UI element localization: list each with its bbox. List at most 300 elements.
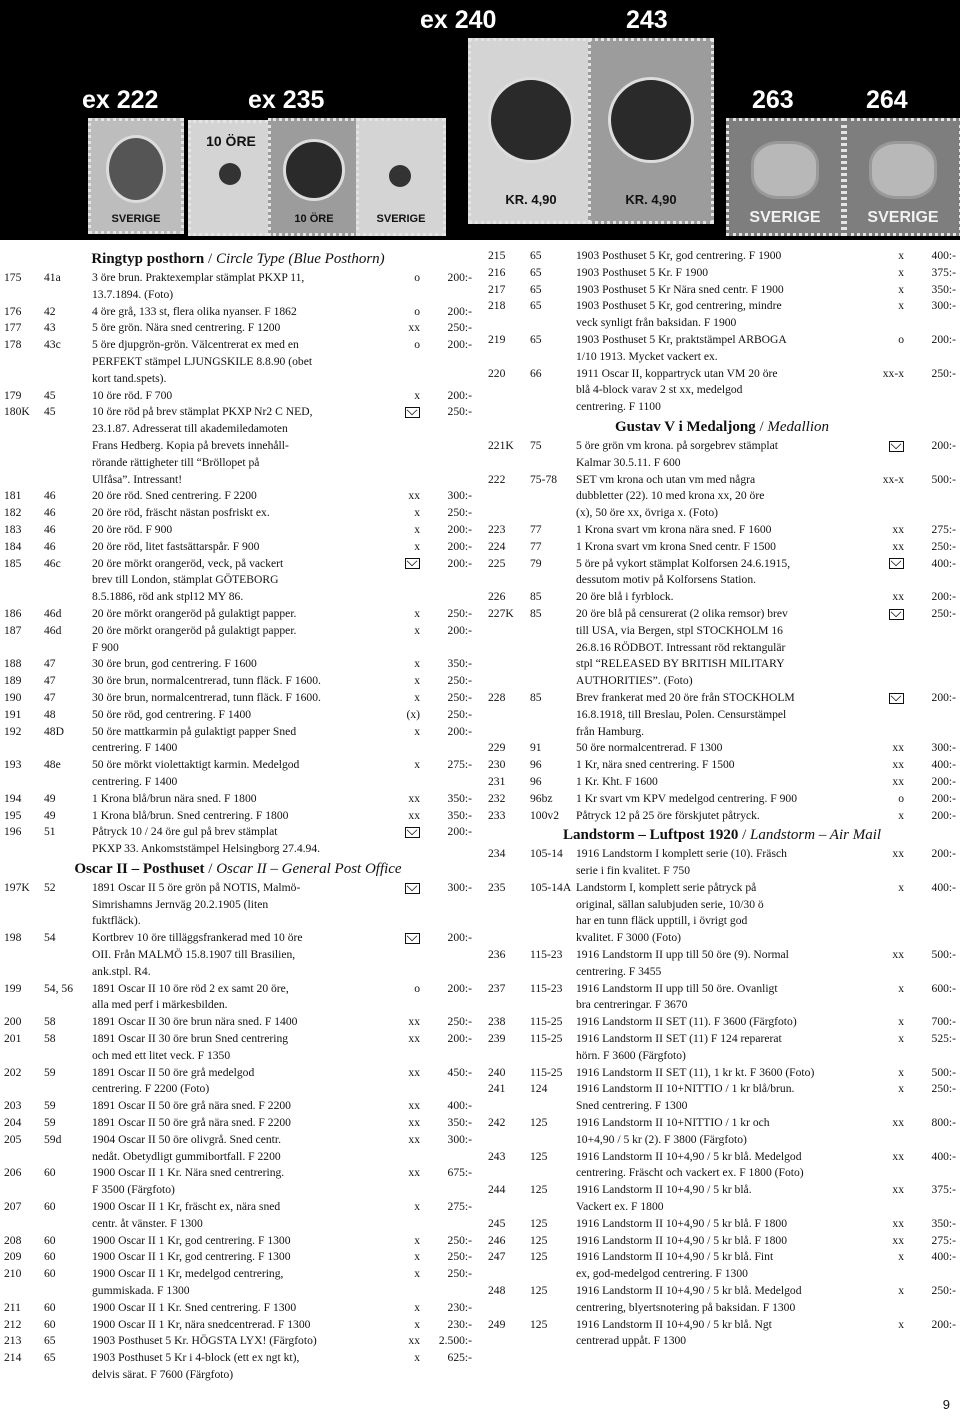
condition-mark: x xyxy=(898,1284,904,1298)
price: 400:- xyxy=(447,1099,472,1113)
facit-number: 105-14A xyxy=(530,880,572,894)
price: 350:- xyxy=(447,791,472,805)
lot-row xyxy=(488,472,956,522)
description-line: 1916 Landstorm II 10+4,90 / 5 kr blå. Medelgod xyxy=(576,1284,802,1298)
lot-number: 230 xyxy=(488,758,506,772)
cover-envelope-icon xyxy=(405,556,420,573)
lot-number: 249 xyxy=(488,1317,506,1331)
price: 250:- xyxy=(447,1233,472,1247)
facit-number: 96 xyxy=(530,758,542,772)
lot-row xyxy=(4,1266,472,1300)
condition-mark: xx xyxy=(408,791,420,805)
facit-number: 45 xyxy=(44,405,56,419)
description-line: stpl “RELEASED BY BRITISH MILITARY xyxy=(576,657,785,671)
condition-mark: o xyxy=(898,791,904,805)
lot-description xyxy=(92,673,380,690)
left-lot-column xyxy=(4,248,472,1384)
description-line: 5 öre grön. Nära sned centrering. F 1200 xyxy=(92,321,281,335)
lot-description xyxy=(576,1249,864,1283)
price: 500:- xyxy=(931,472,956,486)
price: 300:- xyxy=(447,489,472,503)
facit-number: 58 xyxy=(44,1032,56,1046)
lot-description xyxy=(576,1115,864,1149)
price: 250:- xyxy=(447,1267,472,1281)
price: 200:- xyxy=(931,690,956,704)
facit-number: 96bz xyxy=(530,791,553,805)
section-title: Landstorm – Luftpost 1920 xyxy=(562,827,739,844)
description-line: från Hamburg. xyxy=(576,724,645,738)
lot-row xyxy=(488,298,956,332)
lot-description xyxy=(92,556,380,606)
lot-row xyxy=(4,724,472,758)
lot-row xyxy=(4,1115,472,1132)
description-line: alla med perf i märkesbilden. xyxy=(92,998,228,1012)
description-line: centrerad uppåt. F 1300 xyxy=(576,1334,687,1348)
description-line: 1900 Oscar II 1 Kr, fräscht ex, nära sned xyxy=(92,1200,281,1214)
condition-mark: xx xyxy=(892,1116,904,1130)
lot-description xyxy=(92,808,380,825)
section-title-english: Medallion xyxy=(767,418,830,435)
facit-number: 58 xyxy=(44,1015,56,1029)
lot-number: 209 xyxy=(4,1250,22,1264)
lot-number: 226 xyxy=(488,590,506,604)
description-line: 1900 Oscar II 1 Kr, nära snedcentrerad. F 1300 xyxy=(92,1317,311,1331)
lot-description xyxy=(92,1031,380,1065)
description-line: 1 Krona blå/brun. Sned centrering. F 1800 xyxy=(92,808,289,822)
lot-number: 205 xyxy=(4,1132,22,1146)
condition-mark: x xyxy=(414,657,420,671)
price: 200:- xyxy=(447,539,472,553)
description-line: blå 4-block varav 2 st xx, medelgod xyxy=(576,383,743,397)
lot-number: 240 xyxy=(488,1065,506,1079)
description-line: centrering. F 3455 xyxy=(576,964,662,978)
lot-row xyxy=(4,880,472,930)
condition-mark: x xyxy=(414,1317,420,1331)
lot-description xyxy=(92,1317,380,1334)
lot-description xyxy=(576,981,864,1015)
condition-mark: x xyxy=(898,1250,904,1264)
facit-number: 79 xyxy=(530,556,542,570)
price: 250:- xyxy=(931,606,956,620)
price: 200:- xyxy=(931,847,956,861)
lot-number: 179 xyxy=(4,388,22,402)
price: 200:- xyxy=(931,808,956,822)
price: 800:- xyxy=(931,1116,956,1130)
facit-number: 43c xyxy=(44,338,61,352)
lot-row xyxy=(488,1233,956,1250)
lot-description xyxy=(92,337,380,387)
description-line: 1891 Oscar II 50 öre grå nära sned. F 2200 xyxy=(92,1099,291,1113)
condition-mark: x xyxy=(414,1233,420,1247)
condition-mark: xx xyxy=(408,321,420,335)
stamp-photo-banner xyxy=(0,0,960,240)
condition-mark: x xyxy=(898,1015,904,1029)
description-line: AUTHORITIES”. (Foto) xyxy=(576,674,693,688)
description-line: 1911 Oscar II, koppartryck utan VM 20 öre xyxy=(576,366,778,380)
condition-mark: x xyxy=(414,1250,420,1264)
price: 230:- xyxy=(447,1300,472,1314)
description-line: 1891 Oscar II 50 öre grå medelgod xyxy=(92,1065,255,1079)
facit-number: 65 xyxy=(530,265,542,279)
price: 250:- xyxy=(447,506,472,520)
lot-row xyxy=(488,556,956,590)
lot-row xyxy=(4,981,472,1015)
facit-number: 49 xyxy=(44,791,56,805)
description-line: 1916 Landstorm II 10+4,90 / 5 kr blå. Fint xyxy=(576,1250,774,1264)
lot-number: 239 xyxy=(488,1032,506,1046)
lot-row xyxy=(4,656,472,673)
price: 275:- xyxy=(447,1200,472,1214)
lot-row xyxy=(488,981,956,1015)
facit-number: 77 xyxy=(530,539,542,553)
description-line: och med ett litet veck. F 1350 xyxy=(92,1048,231,1062)
price: 400:- xyxy=(931,1149,956,1163)
lot-row xyxy=(4,304,472,321)
facit-number: 60 xyxy=(44,1300,56,1314)
lot-row xyxy=(488,438,956,472)
facit-number: 100v2 xyxy=(530,808,559,822)
facit-number: 65 xyxy=(44,1351,56,1365)
description-line: kort tand.spets). xyxy=(92,371,167,385)
price: 300:- xyxy=(931,741,956,755)
price: 200:- xyxy=(931,1317,956,1331)
description-line: 50 öre röd, god centrering. F 1400 xyxy=(92,707,252,721)
lot-number: 213 xyxy=(4,1334,22,1348)
condition-mark: xx xyxy=(892,1216,904,1230)
description-line: 20 öre röd, fräscht nästan posfriskt ex. xyxy=(92,506,270,520)
price: 200:- xyxy=(447,981,472,995)
lot-row xyxy=(4,505,472,522)
lot-row xyxy=(488,1031,956,1065)
description-line: F 3500 (Färgfoto) xyxy=(92,1183,175,1197)
section-heading: Ringtyp posthorn / Circle Type (Blue Posthorn) xyxy=(91,251,385,267)
condition-mark: x xyxy=(898,1032,904,1046)
lot-description xyxy=(92,1132,380,1166)
price: 200:- xyxy=(447,304,472,318)
facit-number: 75 xyxy=(530,438,542,452)
price: 250:- xyxy=(447,1250,472,1264)
price: 400:- xyxy=(931,758,956,772)
description-line: 1900 Oscar II 1 Kr. Nära sned centrering. xyxy=(92,1166,285,1180)
description-line: centrering. F 1400 xyxy=(92,741,178,755)
facit-number: 46 xyxy=(44,489,56,503)
lot-row xyxy=(4,388,472,405)
facit-number: 51 xyxy=(44,825,56,839)
description-line: Vackert ex. F 1800 xyxy=(576,1200,664,1214)
lot-number: 223 xyxy=(488,522,506,536)
description-line: 5 öre djupgrön-grön. Välcentrerat ex med en xyxy=(92,338,299,352)
description-line: 30 öre brun, normalcentrerad, tunn fläck. F 1600. xyxy=(92,674,321,688)
condition-mark: xx xyxy=(408,1334,420,1348)
description-line: till USA, via Bergen, stpl STOCKHOLM 16 xyxy=(576,623,783,637)
price: 200:- xyxy=(931,791,956,805)
facit-number: 85 xyxy=(530,590,542,604)
condition-mark: xx xyxy=(408,1065,420,1079)
lot-number: 216 xyxy=(488,265,506,279)
condition-mark: x xyxy=(898,1082,904,1096)
price: 250:- xyxy=(931,366,956,380)
lot-description xyxy=(92,981,380,1015)
section-heading: Landstorm – Luftpost 1920 / Landstorm – Air Mail xyxy=(562,827,882,844)
lot-row xyxy=(488,740,956,757)
description-line: 10+4,90 / 5 kr (2). F 3800 (Färgfoto) xyxy=(576,1132,747,1146)
lot-number: 193 xyxy=(4,758,22,772)
facit-number: 115-23 xyxy=(530,948,563,962)
lot-description xyxy=(92,1115,380,1132)
lot-number: 181 xyxy=(4,489,22,503)
description-line: 13.7.1894. (Foto) xyxy=(92,287,174,301)
price: 500:- xyxy=(931,948,956,962)
price: 200:- xyxy=(931,590,956,604)
section-title-english: Circle Type (Blue Posthorn) xyxy=(215,251,385,267)
lot-row xyxy=(4,930,472,980)
lot-description xyxy=(92,930,380,980)
lot-row xyxy=(4,337,472,387)
lot-description xyxy=(92,320,380,337)
lot-number: 212 xyxy=(4,1317,22,1331)
facit-number: 41a xyxy=(44,271,61,284)
price: 400:- xyxy=(931,249,956,262)
lot-description xyxy=(92,1098,380,1115)
lot-number: 199 xyxy=(4,981,22,995)
lot-number: 192 xyxy=(4,724,22,738)
condition-mark: x xyxy=(898,981,904,995)
description-line: dessutom motiv på Kolforsens Station. xyxy=(576,573,757,587)
description-line: 1916 Landstorm II SET (11) F 124 reparerat xyxy=(576,1032,782,1046)
lot-description xyxy=(576,1081,864,1115)
lot-row xyxy=(488,1216,956,1233)
price: 275:- xyxy=(447,758,472,772)
lot-row xyxy=(488,846,956,880)
description-line: 1903 Posthuset 5 Kr, god centrering, mindre xyxy=(576,299,782,313)
lot-row xyxy=(488,1317,956,1351)
lot-description xyxy=(92,1333,380,1350)
price: 250:- xyxy=(931,539,956,553)
price: 230:- xyxy=(447,1317,472,1331)
price: 250:- xyxy=(447,405,472,419)
facit-number: 65 xyxy=(530,249,542,262)
lot-description xyxy=(576,1283,864,1317)
facit-number: 66 xyxy=(530,366,542,380)
lot-number: 235 xyxy=(488,880,506,894)
description-line: 1916 Landstorm II 10+4,90 / 5 kr blå. xyxy=(576,1183,752,1197)
cover-envelope-icon xyxy=(405,824,420,841)
lot-number: 238 xyxy=(488,1015,506,1029)
price: 700:- xyxy=(931,1015,956,1029)
lot-description xyxy=(576,332,864,366)
price: 675:- xyxy=(447,1166,472,1180)
lot-number: 234 xyxy=(488,847,506,861)
lot-description xyxy=(92,1300,380,1317)
condition-mark: xx xyxy=(408,1166,420,1180)
facit-number: 46 xyxy=(44,522,56,536)
description-line: 20 öre röd, litet fastsättarspår. F 900 xyxy=(92,539,260,553)
condition-mark: xx xyxy=(892,1149,904,1163)
price: 2.500:- xyxy=(438,1334,472,1348)
lot-row xyxy=(488,791,956,808)
condition-mark: xx xyxy=(408,1132,420,1146)
lot-number: 178 xyxy=(4,338,22,352)
lot-row xyxy=(4,673,472,690)
lot-number: 232 xyxy=(488,791,506,805)
condition-mark: xx-x xyxy=(882,366,904,380)
condition-mark: x xyxy=(414,724,420,738)
description-line: 1903 Posthuset 5 Kr. F 1900 xyxy=(576,265,709,279)
condition-mark: xx xyxy=(892,741,904,755)
facit-number: 48 xyxy=(44,707,56,721)
lot-description xyxy=(92,824,380,858)
lot-number: 245 xyxy=(488,1216,506,1230)
lot-description xyxy=(576,1317,864,1351)
description-line: Sned centrering. F 1300 xyxy=(576,1099,688,1113)
lot-description xyxy=(576,846,864,880)
lot-description xyxy=(576,438,864,472)
lot-description xyxy=(576,298,864,332)
lot-description xyxy=(92,488,380,505)
lot-row xyxy=(4,707,472,724)
description-line: 16.8.1918, till Breslau, Polen. Censurstämpel xyxy=(576,707,787,721)
description-line: 23.1.87. Adresserat till akademiledamoten xyxy=(92,422,288,436)
facit-number: 47 xyxy=(44,690,56,704)
condition-mark: x xyxy=(414,539,420,553)
lot-row xyxy=(488,880,956,947)
lot-row xyxy=(4,1098,472,1115)
description-line: centrering. Fräscht och vackert ex. F 1800 (Foto) xyxy=(576,1166,804,1180)
condition-mark: xx xyxy=(408,1032,420,1046)
price: 200:- xyxy=(447,724,472,738)
lot-row xyxy=(4,1031,472,1065)
facit-number: 125 xyxy=(530,1116,548,1130)
lot-number: 242 xyxy=(488,1116,506,1130)
lot-number: 214 xyxy=(4,1351,22,1365)
facit-number: 60 xyxy=(44,1317,56,1331)
lot-row xyxy=(4,808,472,825)
lot-description xyxy=(92,880,380,930)
lot-description xyxy=(576,606,864,690)
description-line: 1903 Posthuset 5 Kr. HÖGSTA LYX! (Färgfoto) xyxy=(92,1334,317,1348)
condition-mark: x xyxy=(414,388,420,402)
lot-description xyxy=(92,606,380,623)
facit-number: 125 xyxy=(530,1250,548,1264)
description-line: 1916 Landstorm II SET (11). F 3600 (Färgfoto) xyxy=(576,1015,797,1029)
lot-number: 206 xyxy=(4,1166,22,1180)
lot-description xyxy=(576,740,864,757)
condition-mark: x xyxy=(898,880,904,894)
condition-mark: x xyxy=(898,299,904,313)
price: 350:- xyxy=(447,1116,472,1130)
description-line: original, sällan salubjuden serie, 10/30 ö xyxy=(576,897,764,911)
lot-description xyxy=(92,1065,380,1099)
oscar-gustaf-portrait-stamp: SVERIGE xyxy=(88,118,184,234)
description-line: Frans Hedberg. Kopia på brevets innehåll- xyxy=(92,438,289,452)
facit-number: 54, 56 xyxy=(44,981,73,995)
lot-number: 229 xyxy=(488,741,506,755)
price: 200:- xyxy=(447,1032,472,1046)
description-line: 50 öre normalcentrerad. F 1300 xyxy=(576,741,723,755)
description-line: 4 öre grå, 133 st, flera olika nyanser. F 1862 xyxy=(92,304,297,318)
price: 200:- xyxy=(447,556,472,570)
description-line: 20 öre mörkt orangeröd, veck, på vackert xyxy=(92,556,284,570)
condition-mark: xx xyxy=(408,1116,420,1130)
lot-row xyxy=(488,248,956,265)
facit-number: 59 xyxy=(44,1116,56,1130)
lot-number: 196 xyxy=(4,825,22,839)
price: 400:- xyxy=(931,556,956,570)
lot-description xyxy=(576,947,864,981)
condition-mark: x xyxy=(898,1065,904,1079)
facit-number: 54 xyxy=(44,931,56,945)
facit-number: 125 xyxy=(530,1233,548,1247)
lot-number: 241 xyxy=(488,1082,506,1096)
price: 275:- xyxy=(931,522,956,536)
facit-number: 85 xyxy=(530,606,542,620)
lot-description xyxy=(576,774,864,791)
lot-description xyxy=(576,808,864,825)
description-line: Påtryck 10 / 24 öre gul på brev stämplat xyxy=(92,825,278,839)
label-264: 264 xyxy=(866,86,908,114)
facit-number: 65 xyxy=(530,282,542,296)
lot-row xyxy=(4,791,472,808)
description-line: 30 öre brun, normalcentrerad, tunn fläck. F 1600. xyxy=(92,690,321,704)
lot-row xyxy=(488,757,956,774)
facit-number: 60 xyxy=(44,1267,56,1281)
lot-description xyxy=(92,505,380,522)
condition-mark: xx xyxy=(892,1233,904,1247)
lot-number: 195 xyxy=(4,808,22,822)
cover-envelope-icon xyxy=(889,438,904,455)
description-line: centrering. F 1100 xyxy=(576,400,661,414)
facit-number: 43 xyxy=(44,321,56,335)
lot-description xyxy=(576,539,864,556)
price: 400:- xyxy=(931,1250,956,1264)
condition-mark: x xyxy=(898,808,904,822)
facit-number: 85 xyxy=(530,690,542,704)
description-line: 5 öre grön vm krona. på sorgebrev stämplat xyxy=(576,438,778,452)
section-title-english: Oscar II – General Post Office xyxy=(216,860,402,877)
description-line: 1900 Oscar II 1 Kr. Sned centrering. F 1300 xyxy=(92,1300,297,1314)
lot-number: 248 xyxy=(488,1284,506,1298)
description-line: Landstorm I, komplett serie påtryck på xyxy=(576,880,757,894)
lot-number: 182 xyxy=(4,506,22,520)
lot-number: 221K xyxy=(488,438,514,452)
lot-number: 210 xyxy=(4,1267,22,1281)
10-ore-frimarke-stamp-a: 10 ÖRE xyxy=(188,120,274,236)
description-line: Ulfåsa”. Intressant! xyxy=(92,472,183,486)
price: 350:- xyxy=(931,282,956,296)
description-line: brev till London, stämplat GÖTEBORG xyxy=(92,573,279,587)
description-line: 1916 Landstorm II upp till 50 öre (9). Normal xyxy=(576,948,789,962)
lot-number: 227K xyxy=(488,606,514,620)
description-line: kvalitet. F 3000 (Foto) xyxy=(576,931,681,945)
lot-row xyxy=(4,539,472,556)
price: 250:- xyxy=(447,606,472,620)
facit-number: 59d xyxy=(44,1132,62,1146)
label-263: 263 xyxy=(752,86,794,114)
condition-mark: x xyxy=(414,1200,420,1214)
condition-mark: x xyxy=(414,623,420,637)
lot-number: 175 xyxy=(4,271,22,284)
lot-description xyxy=(576,366,864,416)
description-line: hörn. F 3600 (Färgfoto) xyxy=(576,1048,686,1062)
price: 250:- xyxy=(447,674,472,688)
description-line: 5 öre på vykort stämplat Kolforsen 24.6.1915, xyxy=(576,556,791,570)
lot-description xyxy=(92,404,380,488)
lot-number: 244 xyxy=(488,1183,506,1197)
cover-envelope-icon xyxy=(889,556,904,573)
facit-number: 77 xyxy=(530,522,542,536)
facit-number: 125 xyxy=(530,1317,548,1331)
lot-number: 220 xyxy=(488,366,506,380)
